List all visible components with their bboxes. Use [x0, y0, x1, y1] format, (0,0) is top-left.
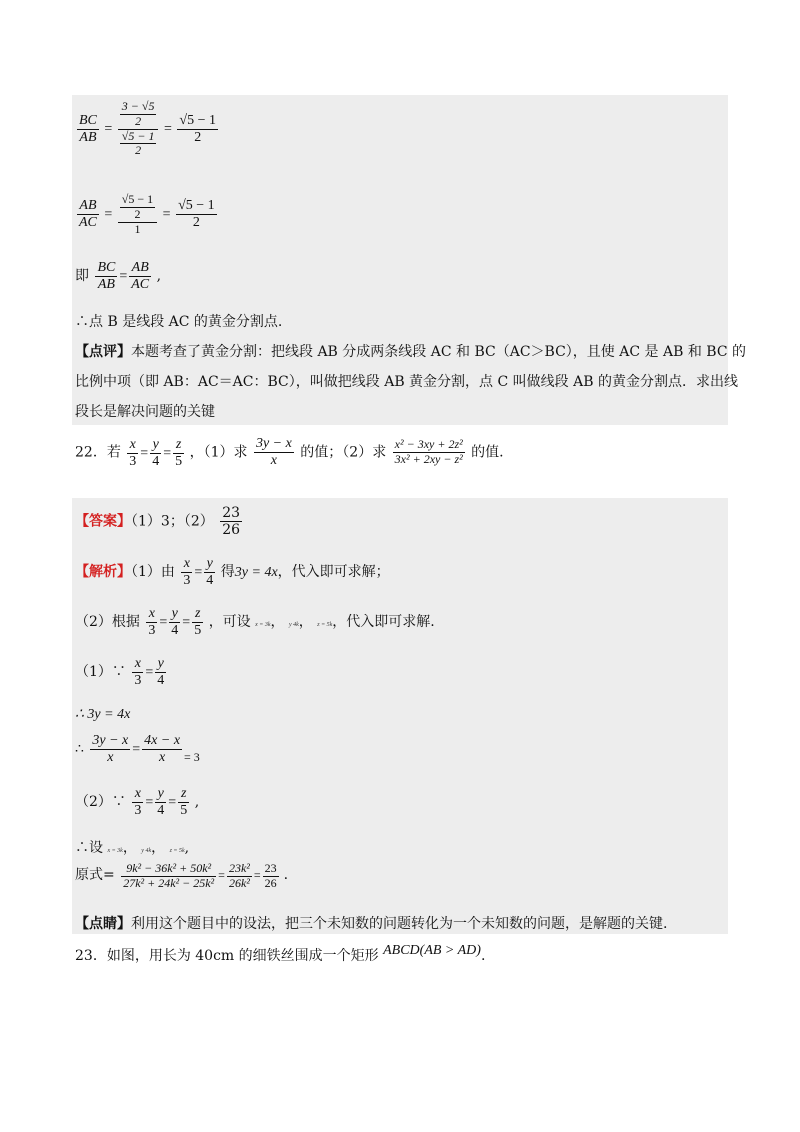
answer-line: 【答案】（1）3；（2） $\frac{23}{26}$ [75, 505, 241, 539]
solution-step-2: ∴ 3y = 4x [75, 707, 131, 722]
solution-step-6: 原式= $\frac{\text{9k² − 36k² + 50k²}}{\text{27k² + 24k² − 25k²}}$ = $\frac{\text{23k²}}{\text{26k²}}$ = $\frac{23}{26}$ . [75, 861, 289, 890]
solution-step-5: ∴设 x = 3k， y 4k， z = 5k, [75, 840, 190, 856]
answer-tag: 【答案】 [75, 513, 131, 530]
comment-line-3: 段长是解决问题的关键 [75, 404, 215, 420]
review-line: 【点睛】利用这个题目中的设法，把三个未知数的问题转化为一个未知数的问题，是解题的关键. [75, 916, 668, 932]
analysis-line-1: 【解析】（1）由 $\frac{x}{3}$ = $\frac{y}{4}$ 得3y = 4x，代入即可求解； [75, 556, 390, 589]
solution-step-4: （2）∵ $\frac{x}{3}$ = $\frac{y}{4}$ = $\frac{z}{5}$ , [75, 786, 200, 819]
review-tag: 【点睛】 [75, 916, 131, 932]
equation-ab-ac: $\frac{AB}{AC}$ = $\frac{\frac{√5 - 1}{2}}{1}$ = $\frac{√5 - 1}{2}$ [79, 192, 215, 236]
question-23: 23．如图，用长为 40cm 的细铁丝围成一个矩形 ABCD(AB > AD). [75, 943, 486, 964]
question-22: 22．若 $\frac{x}{3}$ = $\frac{y}{4}$ = $\frac{z}{5}$ ，（1）求 $\frac{3y - x}{x}$ 的值；（2）求 $\frac{\text{x² − 3xy + 2z²}}{\text{3x² + 2xy − z²}}$ 的值. [75, 436, 504, 469]
equation-ratio-equal: 即 $\frac{BC}{AB}$ = $\frac{AB}{AC}$ , [75, 260, 162, 293]
solution-step-3: ∴ $\frac{3y - x}{x}$ = $\frac{4x - x}{x}$ = 3 [75, 733, 200, 766]
analysis-line-2: （2）根据 $\frac{x}{3}$ = $\frac{y}{4}$ = $\frac{z}{5}$ ，可设 x = 3k， y 4k， z = 5k，代入即可求解. [75, 606, 435, 639]
comment-tag: 【点评】 [75, 344, 131, 360]
equation-bc-ab: $\frac{BC}{AB}$ = $\frac{\frac{3 - √5}{2}}{\frac{√5 - 1}{2}}$ = $\frac{√5 - 1}{2}$ [79, 99, 216, 158]
analysis-tag: 【解析】 [75, 563, 131, 580]
conclusion-text: ∴点 B 是线段 AC 的黄金分割点. [75, 314, 283, 330]
comment-line-2: 比例中项（即 AB：AC＝AC：BC），叫做把线段 AB 黄金分割，点 C 叫做线段 AB 的黄金分割点．求出线 [75, 374, 738, 390]
comment-line-1: 【点评】本题考查了黄金分割：把线段 AB 分成两条线段 AC 和 BC（AC＞BC），且使 AC 是 AB 和 BC 的 [75, 344, 746, 360]
solution-step-1: （1）∵ $\frac{x}{3}$ = $\frac{y}{4}$ [75, 656, 165, 689]
